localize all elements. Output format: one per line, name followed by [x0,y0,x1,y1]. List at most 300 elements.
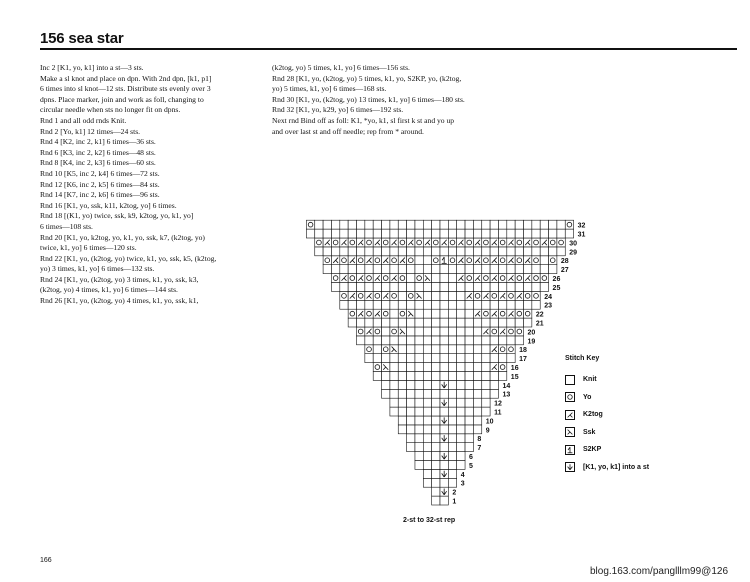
chart-cell [507,283,515,292]
chart-cell [515,274,523,283]
instruction-line: Rnd 32 [K1, yo, k29, yo] 6 times—192 sts. [272,105,404,115]
chart-cell [457,220,465,229]
chart-cell [423,478,431,487]
chart-cell [465,380,473,389]
stitch-key-label: Yo [583,393,592,401]
chart-cell [390,283,398,292]
chart-cell [482,336,490,345]
chart-cell [440,407,448,416]
chart-cell [498,354,506,363]
chart-cell [357,256,365,265]
chart-cell [432,478,440,487]
chart-cell [432,389,440,398]
chart-cell [498,336,506,345]
instruction-line: Rnd 20 [K1, yo, k2tog, yo, k1, yo, ssk, k7, (k2tog, yo) [40,232,205,242]
chart-cell [331,265,339,274]
chart-cell [457,309,465,318]
chart-cell [373,300,381,309]
chart-cell [457,425,465,434]
chart-cell [357,300,365,309]
instruction-line: Rnd 10 [K5, inc 2, k4] 6 times—72 sts. [40,168,160,178]
chart-cell [315,238,323,247]
chart-cell [549,220,557,229]
chart-cell [482,300,490,309]
chart-cell [465,247,473,256]
chart-cell [465,274,473,283]
chart-cell [423,309,431,318]
chart-cell [415,354,423,363]
row-number: 16 [510,365,519,372]
chart-cell [473,380,481,389]
chart-cell [457,229,465,238]
chart-cell [482,398,490,407]
chart-cell [415,283,423,292]
chart-cell [415,220,423,229]
chart-cell [473,247,481,256]
chart-cell [440,354,448,363]
chart-cell [423,247,431,256]
instruction-line: dpns. Place marker, join and work as foll, changing to [40,94,204,104]
chart-cell [448,309,456,318]
chart-cell [515,318,523,327]
chart-cell [457,327,465,336]
chart-cell [524,300,532,309]
stitch-key-item [565,441,649,459]
chart-cell [498,318,506,327]
chart-cell [340,220,348,229]
stitch-key-item [565,406,649,424]
chart-cell [423,336,431,345]
chart-cell [490,372,498,381]
chart-cell [407,229,415,238]
chart-cell [365,354,373,363]
row-number: 29 [569,249,578,257]
chart-cell [373,229,381,238]
chart-cell [448,389,456,398]
chart-cell [557,220,565,229]
chart-cell [323,220,331,229]
chart-cell [448,354,456,363]
chart-cell [440,220,448,229]
chart-cell [549,265,557,274]
instruction-line: (k2tog, yo) 4 times, k1, yo] 6 times—144 sts. [40,285,178,295]
chart-cell [473,363,481,372]
chart-cell [407,345,415,354]
chart-cell [440,461,448,470]
chart-cell [448,336,456,345]
instruction-line: Rnd 16 [K1, yo, ssk, k11, k2tog, yo] 6 times. [40,200,177,210]
chart-cell [348,300,356,309]
row-number: 30 [569,240,578,248]
chart-cell [415,300,423,309]
chart-cell [540,256,548,265]
chart-cell [340,256,348,265]
chart-cell [465,443,473,452]
instruction-line: Rnd 2 [Yo, k1] 12 times—24 sts. [40,126,141,136]
chart-cell [532,291,540,300]
chart-cell [457,398,465,407]
chart-cell [448,247,456,256]
repeat-label: 2-st to 32-st rep [403,517,456,524]
chart-cell [390,372,398,381]
chart-cell [524,318,532,327]
knit-symbol-icon [565,375,575,385]
watermark: blog.163.com/panglllm99@126 [590,566,729,577]
chart-cell [448,229,456,238]
chart-cell [407,256,415,265]
chart-cell [357,247,365,256]
chart-cell [540,265,548,274]
chart-cell [507,300,515,309]
chart-cell [331,238,339,247]
chart-cell [432,380,440,389]
chart-cell [423,363,431,372]
chart-cell [473,300,481,309]
chart-cell [473,398,481,407]
chart-cell [415,416,423,425]
chart-cell [357,220,365,229]
chart-cell [365,300,373,309]
chart-cell [432,354,440,363]
chart-cell [432,372,440,381]
chart-cell [373,247,381,256]
chart-cell [415,372,423,381]
chart-cell [448,461,456,470]
chart-cell [348,247,356,256]
chart-cell [515,229,523,238]
chart-cell [373,336,381,345]
chart-cell [398,407,406,416]
row-number: 22 [535,311,544,319]
row-number: 5 [469,462,473,470]
row-number: 14 [502,382,511,390]
chart-cell [457,354,465,363]
chart-cell [365,318,373,327]
chart-cell [515,247,523,256]
chart-cell [365,283,373,292]
chart-cell [373,291,381,300]
chart-cell [515,300,523,309]
chart-cell [482,345,490,354]
chart-cell [507,336,515,345]
chart-cell [457,300,465,309]
chart-cell [465,416,473,425]
chart-cell [432,407,440,416]
chart-cell [473,336,481,345]
chart-cell [440,291,448,300]
chart-cell [448,407,456,416]
chart-cell [498,229,506,238]
chart-cell [549,247,557,256]
chart-cell [515,238,523,247]
chart-cell [407,247,415,256]
chart-cell [532,256,540,265]
chart-cell [398,220,406,229]
chart-cell [515,265,523,274]
instruction-line: Rnd 30 [K1, yo, (k2tog, yo) 13 times, k1, yo] 6 times—180 sts. [272,94,465,104]
chart-cell [407,398,415,407]
chart-cell [498,372,506,381]
row-number: 2 [452,489,457,497]
chart-cell [315,220,323,229]
chart-cell [423,283,431,292]
row-number: 7 [477,445,482,453]
chart-cell [415,443,423,452]
row-number: 15 [510,373,519,381]
chart-cell [448,291,456,300]
chart-cell [482,372,490,381]
chart-cell [448,327,456,336]
chart-cell [331,220,339,229]
instruction-line: Rnd 4 [K2, inc 2, k1] 6 times—36 sts. [40,137,156,147]
chart-cell [365,345,373,354]
row-number: 18 [519,347,527,355]
chart-cell [457,416,465,425]
chart-cell [465,434,473,443]
chart-cell [365,238,373,247]
chart-cell [515,283,523,292]
chart-cell [490,220,498,229]
chart-cell [465,229,473,238]
chart-cell [465,372,473,381]
chart-cell [423,327,431,336]
chart-cell [415,425,423,434]
chart-cell [423,434,431,443]
chart-cell [382,247,390,256]
chart-cell [465,300,473,309]
chart-cell [390,265,398,274]
chart-cell [457,434,465,443]
chart-cell [423,291,431,300]
chart-cell [432,274,440,283]
stitch-key-item [565,389,649,407]
chart-cell [448,478,456,487]
chart-cell [390,247,398,256]
chart-cell [340,300,348,309]
row-number: 23 [544,302,552,310]
chart-cell [382,354,390,363]
chart-cell [515,309,523,318]
stitch-key-label: Ssk [583,428,596,436]
chart-cell [415,434,423,443]
chart-cell [457,345,465,354]
chart-cell [524,229,532,238]
chart-cell [340,229,348,238]
chart-cell [382,345,390,354]
chart-cell [373,363,381,372]
row-number: 17 [519,356,527,364]
chart-cell [382,380,390,389]
chart-cell [448,416,456,425]
chart-cell [373,354,381,363]
chart-cell [323,247,331,256]
chart-cell [498,283,506,292]
chart-cell [457,336,465,345]
chart-cell [348,238,356,247]
chart-cell [432,363,440,372]
chart-cell [423,265,431,274]
chart-cell [457,380,465,389]
chart-cell [540,247,548,256]
chart-cell [415,256,423,265]
chart-cell [507,247,515,256]
chart-cell [465,389,473,398]
chart-cell [331,283,339,292]
chart-cell [524,265,532,274]
chart-cell [331,274,339,283]
chart-cell [473,372,481,381]
chart-cell [482,220,490,229]
chart-cell [432,300,440,309]
chart-cell [357,327,365,336]
chart-cell [440,363,448,372]
chart-cell [423,469,431,478]
chart-cell [382,274,390,283]
chart-cell [473,291,481,300]
chart-cell [415,389,423,398]
chart-cell [382,318,390,327]
chart-cell [465,256,473,265]
chart-cell [390,380,398,389]
chart-cell [465,345,473,354]
chart-cell [457,461,465,470]
row-number: 12 [494,400,502,408]
chart-cell [348,283,356,292]
chart-cell [407,434,415,443]
ssk-symbol-icon [565,427,575,437]
chart-cell [482,283,490,292]
chart-cell [432,425,440,434]
chart-cell [507,229,515,238]
chart-cell [482,229,490,238]
chart-cell [448,345,456,354]
chart-cell [448,283,456,292]
chart-cell [415,229,423,238]
yo-symbol-icon [565,392,575,402]
chart-cell [432,229,440,238]
chart-cell [407,220,415,229]
chart-cell [398,380,406,389]
instruction-line: Rnd 14 [K7, inc 2, k6] 6 times—96 sts. [40,190,160,200]
s2kp-symbol-icon [565,445,575,455]
chart-cell [490,300,498,309]
chart-cell [557,238,565,247]
instruction-line: circular needle when sts no longer fit on dpns. [40,105,181,115]
chart-cell [398,345,406,354]
chart-cell [373,345,381,354]
chart-cell [457,247,465,256]
chart-cell [465,309,473,318]
chart-cell [473,327,481,336]
chart-cell [432,247,440,256]
chart-cell [415,407,423,416]
chart-cell [423,345,431,354]
chart-cell [398,238,406,247]
stitch-key-item [565,459,649,477]
chart-cell [432,416,440,425]
chart-cell [524,220,532,229]
row-number: 28 [560,258,569,266]
chart-cell [515,327,523,336]
chart-cell [340,247,348,256]
row-number: 19 [527,338,536,346]
chart-cell [440,425,448,434]
instruction-line: Rnd 24 [K1, yo, (k2tog, yo) 3 times, k1, yo, ssk, k3, [40,274,199,284]
row-number: 13 [502,391,511,399]
chart-cell [398,309,406,318]
instruction-line: Rnd 28 [K1, yo, (k2tog, yo) 5 times, k1, yo, S2KP, yo, (k2tog, [272,73,462,83]
instruction-line: Rnd 18 [(K1, yo) twice, ssk, k9, k2tog, yo, k1, yo] [40,211,194,221]
chart-cell [423,389,431,398]
chart-cell [540,229,548,238]
chart-cell [532,274,540,283]
chart-cell [465,336,473,345]
chart-cell [398,291,406,300]
chart-cell [348,229,356,238]
chart-cell [498,247,506,256]
chart-cell [357,336,365,345]
row-number: 11 [494,409,502,417]
chart-cell [423,416,431,425]
chart-cell [340,265,348,274]
chart-cell [407,291,415,300]
chart-cell [382,372,390,381]
chart-cell [515,220,523,229]
chart-cell [490,336,498,345]
stitch-key-item [565,424,649,442]
chart-cell [357,283,365,292]
chart-cell [390,336,398,345]
stitch-key-label: Knit [583,376,597,384]
chart-cell [440,247,448,256]
chart-cell [398,354,406,363]
chart-cell [315,229,323,238]
chart-cell [432,309,440,318]
chart-cell [465,220,473,229]
chart-cell [448,372,456,381]
row-number: 10 [485,418,494,426]
instruction-line: Make a sl knot and place on dpn. With 2nd dpn, [k1, p1] [40,73,212,83]
chart-cell [331,247,339,256]
chart-cell [390,363,398,372]
chart-cell [398,229,406,238]
chart-cell [482,256,490,265]
chart-cell [440,372,448,381]
chart-cell [465,407,473,416]
chart-cell [482,354,490,363]
chart-cell [507,318,515,327]
instruction-line: Rnd 6 [K3, inc 2, k2] 6 times—48 sts. [40,147,156,157]
chart-cell [423,380,431,389]
chart-cell [315,247,323,256]
chart-cell [565,220,573,229]
chart-cell [532,247,540,256]
chart-cell [390,256,398,265]
chart-cell [423,256,431,265]
chart-cell [482,309,490,318]
chart-cell [407,327,415,336]
chart-cell [448,380,456,389]
chart-cell [448,425,456,434]
chart-cell [398,416,406,425]
pattern-title: 156 sea star [40,30,124,47]
chart-cell [357,229,365,238]
chart-cell [415,327,423,336]
instruction-line: twice, k1, yo] 6 times—120 sts. [40,243,137,253]
chart-cell [373,256,381,265]
chart-cell [365,229,373,238]
chart-cell [440,389,448,398]
